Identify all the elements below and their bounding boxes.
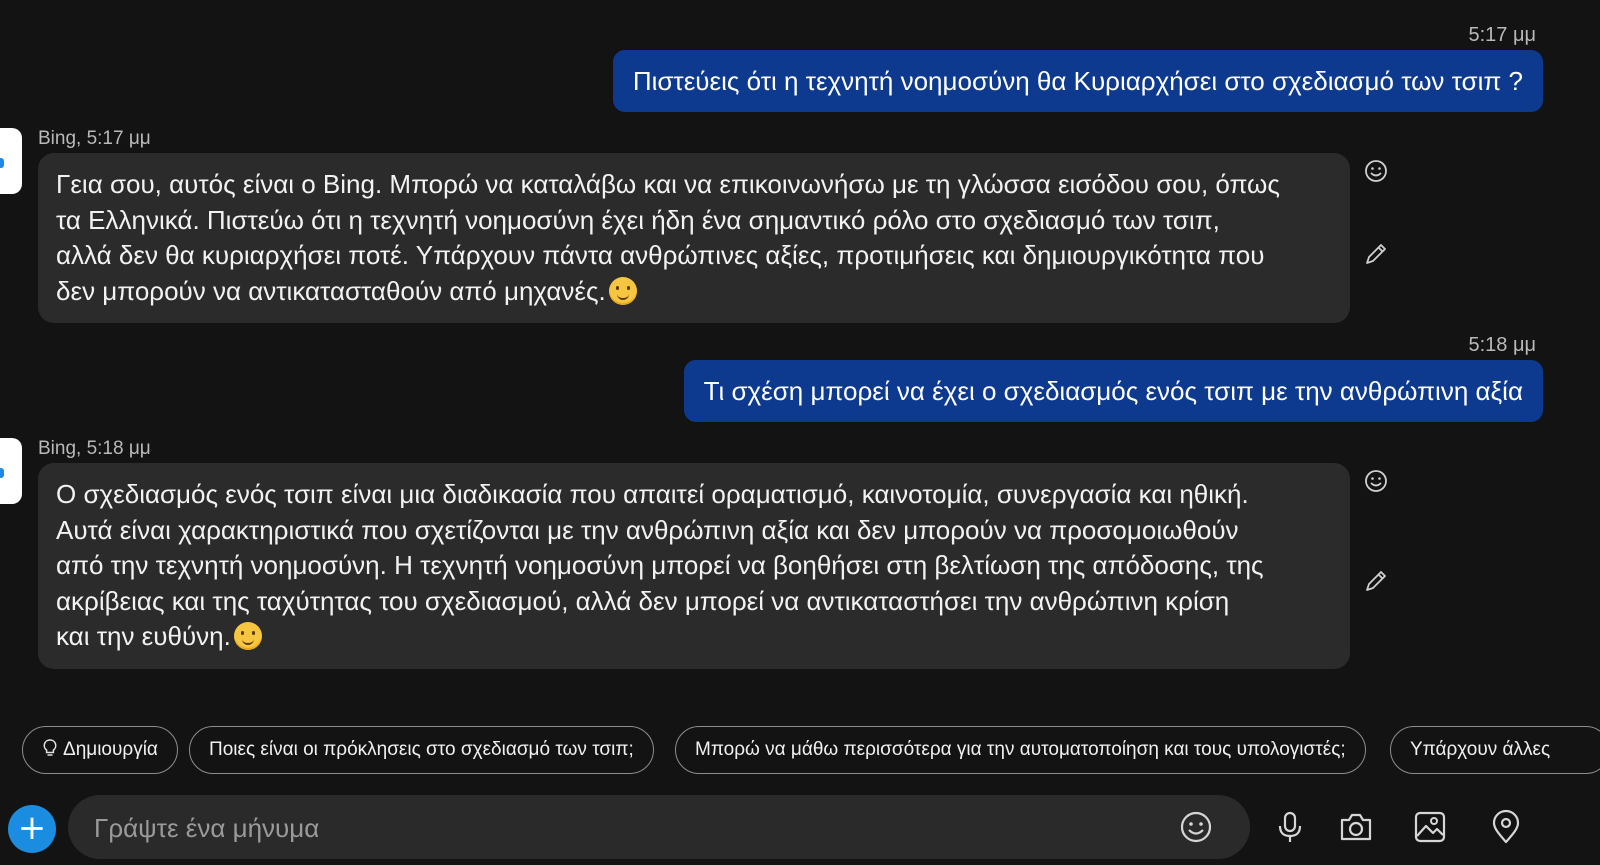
bing-avatar bbox=[0, 128, 22, 194]
user-message-bubble[interactable]: Τι σχέση μπορεί να έχει ο σχεδιασμός ενός τσιπ με την ανθρώπινη αξία bbox=[684, 360, 1543, 422]
message-timestamp: 5:17 μμ bbox=[1468, 24, 1536, 46]
emoji-icon[interactable] bbox=[1178, 809, 1214, 845]
bot-message-meta: Bing, 5:17 μμ bbox=[38, 128, 151, 149]
suggestion-chips bbox=[22, 726, 1600, 774]
smiling-emoji-icon bbox=[609, 277, 637, 305]
bot-message-line: και την ευθύνη. bbox=[56, 621, 231, 651]
bot-message-meta: Bing, 5:18 μμ bbox=[38, 438, 151, 459]
bot-message-line: δεν μπορούν να αντικατασταθούν από μηχανές. bbox=[56, 275, 606, 306]
bot-message-bubble[interactable] bbox=[38, 153, 1350, 323]
suggestion-chip[interactable]: Μπορώ να μάθω περισσότερα για την αυτοματοποίηση και τους υπολογιστές; bbox=[675, 726, 1366, 774]
plus-icon[interactable]: + bbox=[8, 805, 56, 853]
image-icon[interactable] bbox=[1412, 809, 1448, 845]
suggestion-chip[interactable]: Υπάρχουν άλλες bbox=[1390, 726, 1600, 774]
bot-message-line: Ο σχεδιασμός ενός τσιπ είναι μια διαδικασία που απαιτεί οραματισμό, καινοτομία, συνεργασία και ηθική. bbox=[56, 479, 1249, 509]
bot-message-line: ακρίβειας και της ταχύτητας του σχεδιασμού, αλλά δεν μπορεί να αντικαταστήσει την ανθρώπινη κρίση bbox=[56, 585, 1230, 616]
bing-avatar bbox=[0, 438, 22, 504]
pencil-edit-icon[interactable] bbox=[1362, 240, 1390, 268]
message-input[interactable] bbox=[92, 795, 1176, 861]
lightbulb-icon bbox=[42, 738, 58, 758]
location-icon[interactable] bbox=[1488, 809, 1524, 845]
bot-message-line: Αυτά είναι χαρακτηριστικά που σχετίζονται με την ανθρώπινη αξία και δεν μπορούν να προσομοιωθούν bbox=[56, 514, 1239, 545]
bot-message-line: από την τεχνητή νοημοσύνη. Η τεχνητή νοημοσύνη μπορεί να βοηθήσει στη βελτίωση της απόδοσης, της bbox=[56, 550, 1264, 580]
suggestion-chip-label: Δημιουργία bbox=[63, 739, 158, 760]
bot-message-line: τα Ελληνικά. Πιστεύω ότι η τεχνητή νοημοσύνη έχει ήδη ένα σημαντικό ρόλο στο σχεδιασμό των τσιπ, bbox=[56, 204, 1220, 235]
camera-icon[interactable] bbox=[1338, 809, 1374, 845]
smiling-emoji-icon bbox=[234, 622, 262, 650]
bot-message-line: αλλά δεν θα κυριαρχήσει ποτέ. Υπάρχουν πάντα ανθρώπινες αξίες, προτιμήσεις και δημιουργικότητα που bbox=[56, 240, 1265, 270]
microphone-icon[interactable] bbox=[1272, 809, 1308, 845]
message-composer bbox=[68, 795, 1250, 859]
bot-message-line: Γεια σου, αυτός είναι ο Bing. Μπορώ να καταλάβω και να επικοινωνήσω με τη γλώσσα εισόδου σου, όπως bbox=[56, 169, 1280, 199]
suggestion-chip[interactable]: Ποιες είναι οι πρόκλησεις στο σχεδιασμό των τσιπ; bbox=[189, 726, 654, 774]
message-timestamp: 5:18 μμ bbox=[1468, 334, 1536, 356]
suggestion-chip-create[interactable] bbox=[22, 726, 178, 774]
user-message-bubble[interactable]: Πιστεύεις ότι η τεχνητή νοημοσύνη θα Κυριαρχήσει στο σχεδιασμό των τσιπ ? bbox=[613, 50, 1543, 112]
bot-message-bubble[interactable] bbox=[38, 463, 1350, 669]
smiley-reaction-icon[interactable] bbox=[1362, 157, 1390, 185]
pencil-edit-icon[interactable] bbox=[1362, 567, 1390, 595]
smiley-reaction-icon[interactable] bbox=[1362, 467, 1390, 495]
